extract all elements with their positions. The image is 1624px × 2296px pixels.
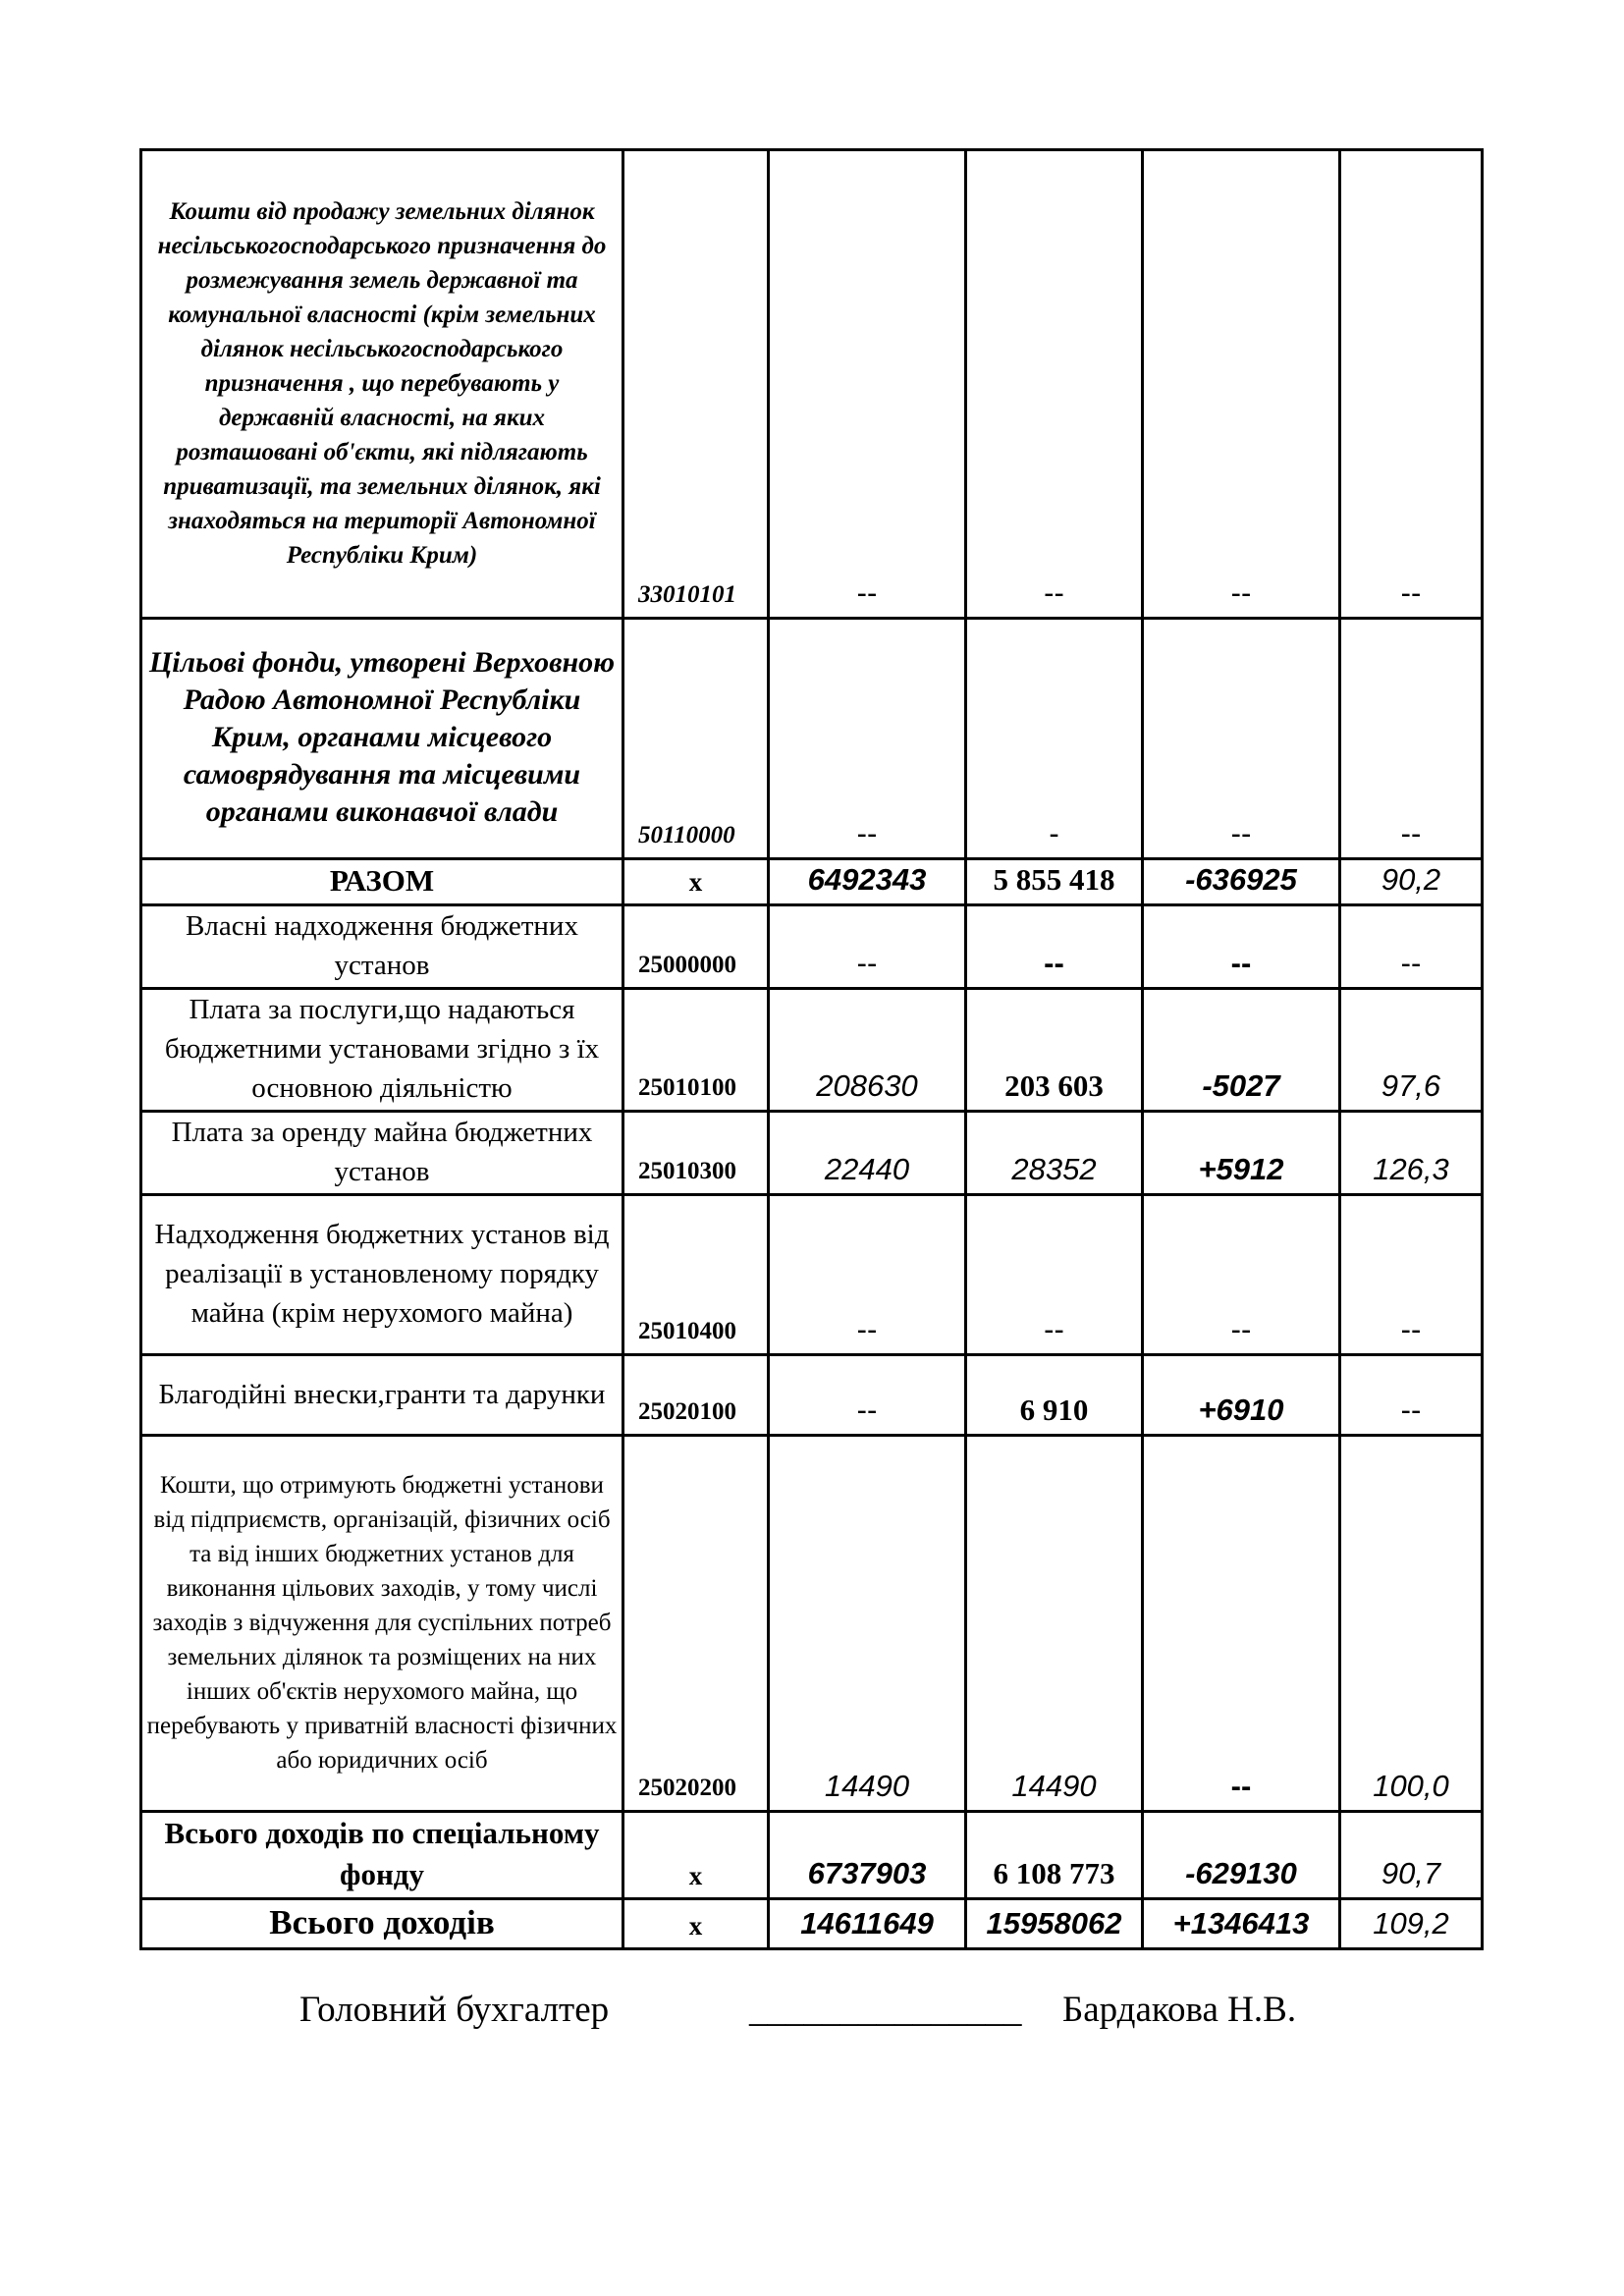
row-code: x [623,1812,769,1899]
table-row [141,1899,1483,1949]
row-code: 50110000 [623,619,769,859]
row-code: x [623,859,769,905]
row-value-4: 90,7 [1340,1812,1483,1899]
row-value-2: -- [966,905,1143,989]
row-value-3: -- [1143,1436,1340,1812]
row-value-4: 100,0 [1340,1436,1483,1812]
table-row [141,1812,1483,1899]
row-value-2: 6 108 773 [966,1812,1143,1899]
table-row [141,1195,1483,1355]
row-name: Надходження бюджетних установ від реалізації в установленому порядку майна (крім нерухомого майна) [141,1195,623,1355]
row-value-2: 6 910 [966,1355,1143,1436]
table-row [141,1112,1483,1195]
row-value-1: 14611649 [769,1899,966,1949]
row-value-1: -- [769,905,966,989]
row-value-1: 6737903 [769,1812,966,1899]
row-value-3: +5912 [1143,1112,1340,1195]
row-value-4: -- [1340,1195,1483,1355]
row-value-2: 5 855 418 [966,859,1143,905]
table-row [141,859,1483,905]
revenue-table [139,148,1484,1950]
row-value-1: 22440 [769,1112,966,1195]
table-row [141,989,1483,1112]
row-value-3: -5027 [1143,989,1340,1112]
row-value-1: -- [769,1195,966,1355]
table-row [141,1436,1483,1812]
row-value-2: 203 603 [966,989,1143,1112]
row-value-1: 208630 [769,989,966,1112]
row-value-2: - [966,619,1143,859]
table-row [141,150,1483,619]
row-value-2: 14490 [966,1436,1143,1812]
signature-line: _______________ [749,1990,1022,2030]
row-code: 33010101 [623,150,769,619]
signature-person: Бардакова Н.В. [1062,1990,1297,2030]
row-value-1: -- [769,150,966,619]
row-code: 25010400 [623,1195,769,1355]
row-value-4: 109,2 [1340,1899,1483,1949]
row-value-4: 126,3 [1340,1112,1483,1195]
row-name: Цільові фонди, утворені Верховною Радою Автономної Республіки Крим, органами місцевого самоврядування та місцевими органами виконавчої влади [141,619,623,859]
row-name: Плата за оренду майна бюджетних установ [141,1112,623,1195]
row-name: Плата за послуги,що надаються бюджетними установами згідно з їх основною діяльністю [141,989,623,1112]
row-value-3: -636925 [1143,859,1340,905]
row-name: Власні надходження бюджетних установ [141,905,623,989]
row-code: 25010100 [623,989,769,1112]
row-value-4: -- [1340,905,1483,989]
row-value-3: -- [1143,905,1340,989]
row-value-3: -- [1143,619,1340,859]
row-value-3: -629130 [1143,1812,1340,1899]
row-value-4: -- [1340,150,1483,619]
row-value-4: 90,2 [1340,859,1483,905]
row-value-2: -- [966,150,1143,619]
row-name: Кошти від продажу земельних ділянок несільськогосподарського призначення до розмежування земель державної та комунальної власності (крім земельних ділянок несільськогосподарського призначення , що перебувають у державній власності, на яких розташовані об'єкти, які підлягають приватизації, та земельних ділянок, які знаходяться на території Автономної Республіки Крим) [141,150,623,619]
row-name: РАЗОМ [141,859,623,905]
row-code: 25020200 [623,1436,769,1812]
row-name: Всього доходів [141,1899,623,1949]
row-code: 25000000 [623,905,769,989]
table-row [141,619,1483,859]
row-value-3: -- [1143,1195,1340,1355]
row-code: 25010300 [623,1112,769,1195]
row-value-3: -- [1143,150,1340,619]
row-code: x [623,1899,769,1949]
row-value-4: -- [1340,619,1483,859]
row-value-2: -- [966,1195,1143,1355]
table-row [141,1355,1483,1436]
row-value-3: +6910 [1143,1355,1340,1436]
row-value-2: 15958062 [966,1899,1143,1949]
row-value-1: -- [769,1355,966,1436]
row-value-2: 28352 [966,1112,1143,1195]
row-value-1: -- [769,619,966,859]
row-code: 25020100 [623,1355,769,1436]
row-name: Благодійні внески,гранти та дарунки [141,1355,623,1436]
row-value-4: -- [1340,1355,1483,1436]
row-value-1: 6492343 [769,859,966,905]
row-value-1: 14490 [769,1436,966,1812]
row-value-3: +1346413 [1143,1899,1340,1949]
row-name: Всього доходів по спеціальному фонду [141,1812,623,1899]
signature-title: Головний бухгалтер [299,1990,610,2030]
row-value-4: 97,6 [1340,989,1483,1112]
row-name: Кошти, що отримують бюджетні установи від підприємств, організацій, фізичних осіб та від інших бюджетних установ для виконання цільових заходів, у тому числі заходів з відчуження для суспільних потреб земельних ділянок та розміщених на них інших об'єктів нерухомого майна, що перебувають у приватній власності фізичних або юридичних осіб [141,1436,623,1812]
table-row [141,905,1483,989]
